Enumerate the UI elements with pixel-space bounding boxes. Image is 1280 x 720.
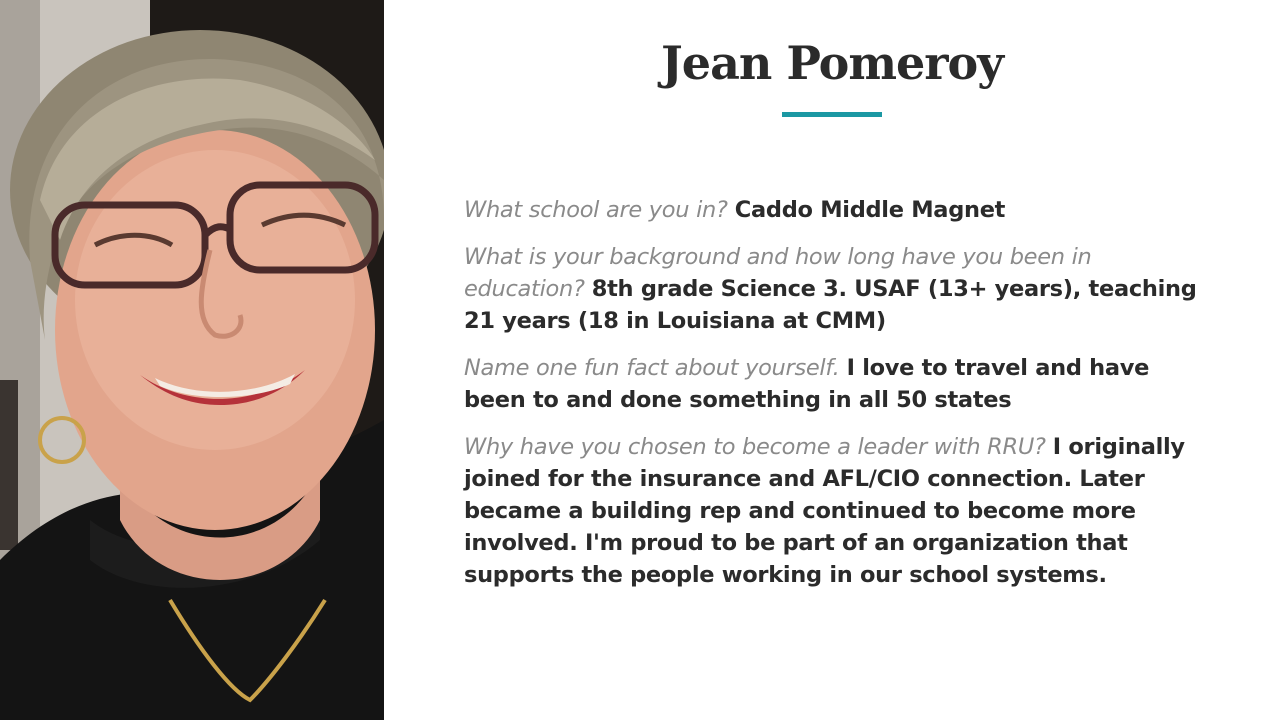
title-underline [782, 112, 882, 117]
qa-list [464, 194, 1204, 606]
question-text: Name one fun fact about yourself. [464, 355, 840, 381]
qa-item [464, 352, 1204, 416]
qa-item [464, 194, 1204, 226]
question-text: Why have you chosen to become a leader with RRU? [464, 434, 1046, 460]
answer-text: 8th grade Science 3. USAF (13+ years), teaching 21 years (18 in Louisiana at CMM) [464, 276, 1197, 334]
answer-text: I love to travel and have been to and done something in all 50 states [464, 355, 1150, 413]
qa-item [464, 431, 1204, 591]
answer-text: Caddo Middle Magnet [734, 197, 1006, 223]
question-text: What school are you in? [464, 197, 728, 223]
portrait-photo [0, 0, 384, 720]
portrait-illustration [0, 0, 384, 720]
page-title: Jean Pomeroy [661, 36, 1003, 90]
question-text: What is your background and how long have you been in education? [464, 244, 1092, 302]
qa-item [464, 241, 1204, 337]
answer-text: I originally joined for the insurance and AFL/CIO connection. Later became a building rep and continued to become more involved. I'm proud to be part of an organization that supports the people working in our school systems. [464, 434, 1185, 588]
